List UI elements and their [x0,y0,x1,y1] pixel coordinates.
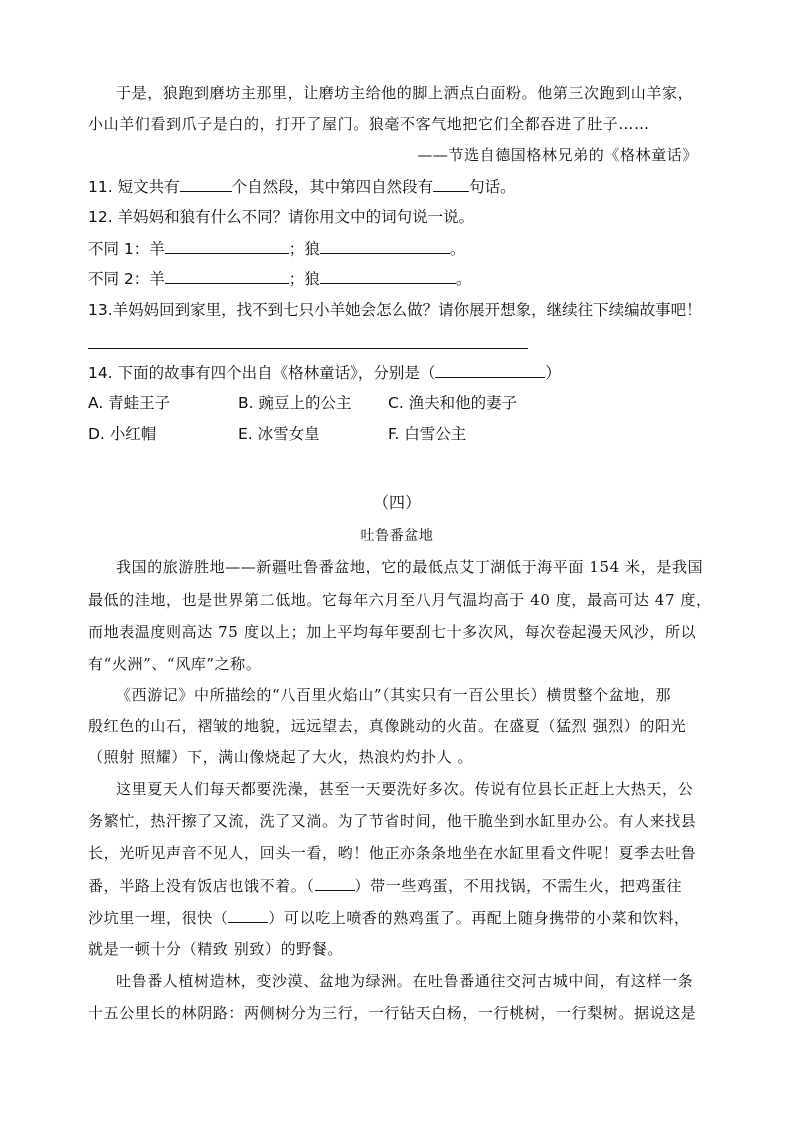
passage-source: ——节选自德国格林兄弟的《格林童话》 [417,146,698,164]
passage-line: 最低的洼地，也是世界第二低地。它每年六月至八月气温均高于 40 度，最高可达 47 度， [88,591,712,609]
answer-blank[interactable] [315,875,355,891]
q12-r2-a: 不同 2：羊 [88,270,165,288]
q12-r2-c: 。 [455,270,472,288]
answer-blank[interactable] [433,176,469,192]
q11-text-c: 句话。 [469,178,516,196]
answer-line[interactable] [88,348,528,349]
option: C. 渔夫和他的妻子 [388,394,518,412]
passage-line [88,875,682,896]
line-part: 番，半路上没有饭店也饿不着。（ [88,877,315,895]
passage-line: 我国的旅游胜地——新疆吐鲁番盆地，它的最低点艾丁湖低于海平面 154 米，是我国 [116,558,704,576]
passage-line: 务繁忙，热汗擦了又流，洗了又淌。为了节省时间，他干脆坐到水缸里办公。有人来找县 [88,812,697,830]
line-part: ）带一些鸡蛋，不用找锅，不需生火，把鸡蛋往 [354,877,683,895]
answer-blank[interactable] [165,238,289,254]
q12-r1-c: 。 [449,240,466,258]
q12-r1-a: 不同 1：羊 [88,240,165,258]
q14-text: 14. 下面的故事有四个出自《格林童话》，分别是（ [88,364,436,382]
q11-text-b: 个自然段，其中第四自然段有 [231,178,434,196]
option: D. 小红帽 [88,425,157,443]
question-13: 13.羊妈妈回到家里，找不到七只小羊她会怎么做？请你展开想象，继续往下续编故事吧！ [88,301,702,319]
passage-line: 而地表温度则高达 75 度以上；加上平均每年要刮七十多次风，每次卷起漫天风沙，所以 [88,623,697,641]
option: F. 白雪公主 [388,425,467,443]
q12-row-1 [88,238,465,259]
q12-row-2 [88,268,471,289]
option: A. 青蛙王子 [88,394,171,412]
answer-blank[interactable] [320,238,450,254]
passage-line [88,907,690,928]
passage-line: 长，光听见声音不见人，回头一看，哟！他正亦条条地坐在水缸里看文件呢！夏季去吐鲁 [88,844,697,862]
q12-r1-b: ；狼 [288,240,320,258]
passage-line: 就是一顿十分（精致 别致）的野餐。 [88,940,343,958]
passage-line: 于是，狼跑到磨坊主那里，让磨坊主给他的脚上洒点白面粉。他第三次跑到山羊家， [116,84,694,102]
passage-line: （照射 照耀）下，满山像烧起了大火，热浪灼灼扑人 。 [88,748,474,766]
question-14 [88,362,561,383]
q12-r2-b: ；狼 [288,270,320,288]
answer-blank[interactable] [435,362,545,378]
answer-blank[interactable] [165,268,289,284]
line-part: 沙坑里一埋，很快（ [88,909,229,927]
passage-line: 《西游记》中所描绘的“八百里火焰山”（其实只有一百公里长）横贯整个盆地，那 [116,686,672,704]
question-11 [88,176,516,197]
option: E. 冰雪女皇 [238,425,320,443]
q11-text-a: 11. 短文共有 [88,178,180,196]
line-part: ）可以吃上喷香的熟鸡蛋了。再配上随身携带的小菜和饮料， [268,909,690,927]
passage-line: 这里夏天人们每天都要洗澡，甚至一天要洗好多次。传说有位县长正赶上大热天，公 [116,780,694,798]
q14-close: ） [545,364,561,382]
passage-line: 十五公里长的林阴路：两侧树分为三行，一行钻天白杨，一行桃树，一行梨树。据说这是 [88,1004,697,1022]
passage-line: 有“火洲”、“风库”之称。 [88,655,262,673]
option: B. 豌豆上的公主 [238,394,352,412]
question-12: 12. 羊妈妈和狼有什么不同？请你用文中的词句说一说。 [88,208,475,226]
answer-blank[interactable] [320,268,456,284]
passage-line: 殷红色的山石，褶皱的地貌，远远望去，真像跳动的火苗。在盛夏（猛烈 强烈）的阳光 [88,717,687,735]
passage-title: 吐鲁番盆地 [360,528,434,544]
passage-line: 小山羊们看到爪子是白的，打开了屋门。狼毫不客气地把它们全都吞进了肚子…… [88,115,650,133]
answer-blank[interactable] [180,176,232,192]
section-heading: （四） [372,493,421,512]
answer-blank[interactable] [228,907,268,923]
passage-line: 吐鲁番人植树造林，变沙漠、盆地为绿洲。在吐鲁番通往交河古城中间，有这样一条 [116,972,694,990]
